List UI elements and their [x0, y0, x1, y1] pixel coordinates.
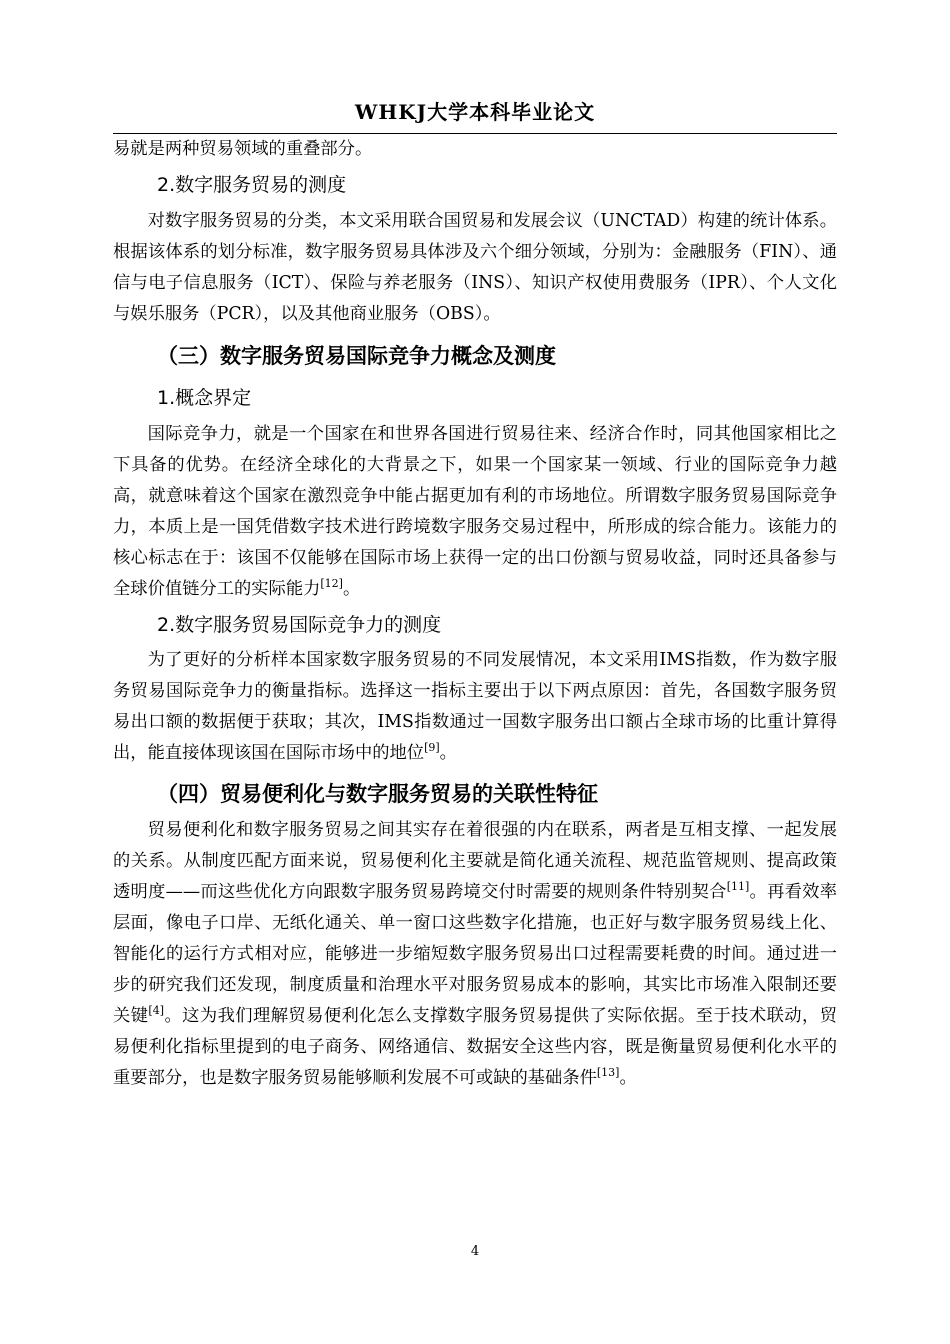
- paragraph-correlation-end: 。: [619, 1068, 637, 1088]
- paragraph-correlation-text-c: 。这为我们理解贸易便利化怎么支撑数字服务贸易提供了实际依据。至于技术联动，贸易便利化指标里提到的电子商务、网络通信、数据安全这些内容，既是衡量贸易便利化水平的重要部分，也是数字服务贸易能够顺利发展不可或缺的基础条件: [113, 1006, 837, 1088]
- page-number: 4: [470, 1244, 480, 1259]
- citation-13: [13]: [596, 1066, 620, 1080]
- paragraph-measurement-text: 为了更好的分析样本国家数字服务贸易的不同发展情况，本文采用IMS指数，作为数字服务贸易国际竞争力的衡量指标。选择这一指标主要出于以下两点原因：首先，各国数字服务贸易出口额的数据便于获取；其次，IMS指数通过一国数字服务出口额占全球市场的比重计算得出，能直接体现该国在国际市场中的地位: [113, 650, 837, 763]
- paragraph-correlation-text-b: 。再看效率层面，像电子口岸、无纸化通关、单一窗口这些数字化措施，也正好与数字服务贸易线上化、智能化的运行方式相对应，能够进一步缩短数字服务贸易出口过程需要耗费的时间。通过进一步的研究我们还发现，制度质量和治理水平对服务贸易成本的影响，其实比市场准入限制还要关键: [113, 882, 837, 1026]
- section-heading-3-2: 2.数字服务贸易国际竞争力的测度: [157, 614, 442, 636]
- paragraph-measurement: [113, 645, 837, 769]
- paragraph-concept-end: 。: [342, 579, 361, 599]
- section-heading-3-1: 1.概念界定: [157, 387, 252, 409]
- paragraph-classification: 对数字服务贸易的分类，本文采用联合国贸易和发展会议（UNCTAD）构建的统计体系。根据该体系的划分标准，数字服务贸易具体涉及六个细分领域，分别为：金融服务（FIN）、通信与电子信息服务（ICT）、保险与养老服务（INS）、知识产权使用费服务（IPR）、个人文化与娱乐服务（PCR），以及其他商业服务（OBS）。: [113, 211, 837, 324]
- document-body: [113, 134, 837, 1094]
- citation-12: [12]: [320, 577, 343, 591]
- paragraph-correlation-text-a: 贸易便利化和数字服务贸易之间其实存在着很强的内在联系，两者是互相支撑、一起发展的关系。从制度匹配方面来说，贸易便利化主要就是简化通关流程、规范监管规则、提高政策透明度——而这些优化方向跟数字服务贸易跨境交付时需要的规则条件特别契合: [113, 820, 837, 902]
- page-header-title: WHKJ大学本科毕业论文: [354, 100, 596, 124]
- section-heading-2-2: 2.数字服务贸易的测度: [157, 174, 347, 196]
- paragraph-concept: [113, 419, 837, 605]
- paragraph-continuation: 易就是两种贸易领域的重叠部分。: [113, 139, 373, 159]
- citation-9: [9]: [424, 741, 440, 755]
- citation-11: [11]: [726, 880, 750, 894]
- paragraph-concept-text: 国际竞争力，就是一个国家在和世界各国进行贸易往来、经济合作时，同其他国家相比之下具备的优势。在经济全球化的大背景之下，如果一个国家某一领域、行业的国际竞争力越高，就意味着这个国家在激烈竞争中能占据更加有利的市场地位。所谓数字服务贸易国际竞争力，本质上是一国凭借数字技术进行跨境数字服务交易过程中，所形成的综合能力。该能力的核心标志在于：该国不仅能够在国际市场上获得一定的出口份额与贸易收益，同时还具备参与全球价值链分工的实际能力: [113, 424, 837, 599]
- citation-4: [4]: [148, 1004, 165, 1018]
- chapter-heading-4: （四）贸易便利化与数字服务贸易的关联性特征: [157, 782, 598, 806]
- paragraph-correlation: [113, 815, 837, 1094]
- chapter-heading-3: （三）数字服务贸易国际竞争力概念及测度: [157, 344, 556, 368]
- paragraph-measurement-end: 。: [439, 743, 457, 763]
